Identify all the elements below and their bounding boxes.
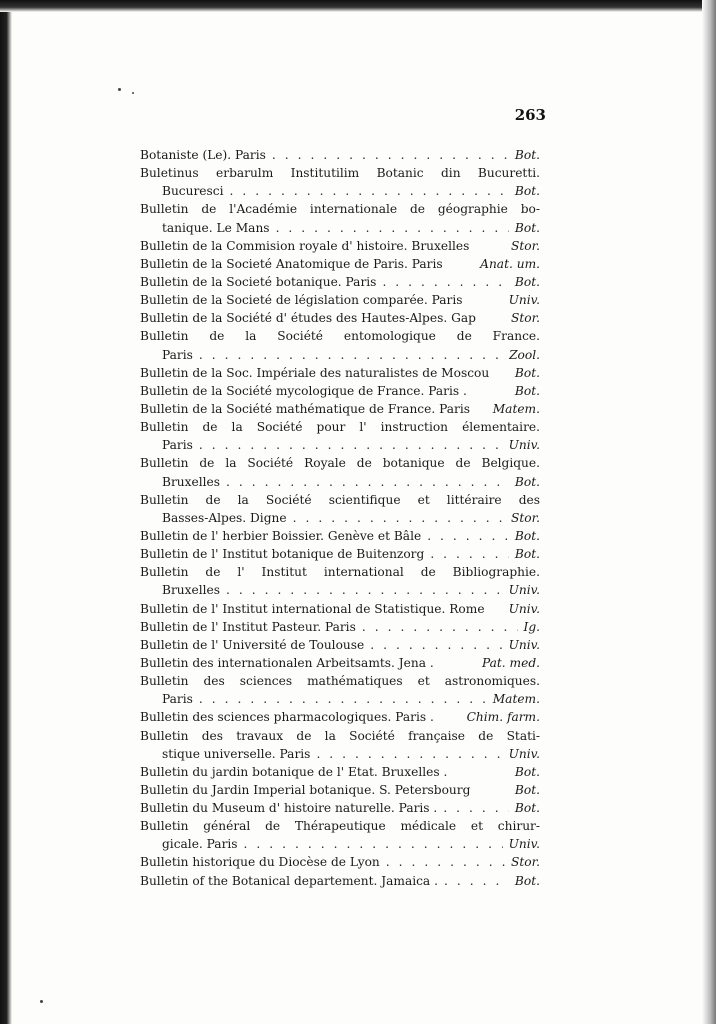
- subject-code: Bot.: [514, 365, 540, 380]
- entry-title: Bulletin de la Société entomologique de France.: [140, 329, 540, 344]
- scan-edge-top: [0, 0, 716, 12]
- entry-title: Paris: [162, 692, 193, 707]
- entry-continuation-line: [140, 182, 540, 200]
- entry-title: Bulletin de la Societé de législation comparée. Paris: [140, 293, 463, 308]
- dot-leader: [421, 527, 509, 545]
- entry-continuation-line: [140, 219, 540, 237]
- subject-code: Bot.: [514, 148, 540, 162]
- entry-title: Bulletin de la Societé botanique. Paris: [140, 274, 377, 289]
- entry-continuation-line: [140, 509, 540, 527]
- entry-title: Bulletin des sciences pharmacologiques. Paris .: [140, 710, 434, 725]
- entry-title: Botaniste (Le). Paris: [140, 148, 266, 162]
- bibliography-entry: [140, 799, 540, 817]
- dot-leader: [437, 799, 509, 817]
- entry-title: gicale. Paris: [162, 837, 238, 852]
- scan-speck: [40, 1000, 43, 1003]
- subject-code: Chim. farm.: [466, 710, 540, 725]
- subject-code: Univ.: [508, 583, 540, 598]
- bibliography-entry: [140, 491, 540, 527]
- dot-leader: [424, 545, 509, 563]
- scan-speck: [118, 88, 121, 91]
- bibliography-list: [140, 146, 540, 890]
- entry-title: Bulletin de la Commision royale d' histoire. Bruxelles: [140, 238, 470, 253]
- entry-line: [140, 382, 540, 400]
- bibliography-entry: [140, 708, 540, 726]
- entry-line: [140, 327, 540, 345]
- subject-code: Anat. um.: [480, 256, 540, 271]
- entry-title: Bulletin des sciences mathématiques et astronomiques.: [140, 674, 540, 689]
- entry-title: Bulletin des internationalen Arbeitsamts. Jena .: [140, 655, 434, 670]
- bibliography-entry: [140, 781, 540, 799]
- entry-line: [140, 672, 540, 690]
- bibliography-entry: [140, 636, 540, 654]
- bibliography-entry: [140, 400, 540, 418]
- scan-edge-left: [0, 0, 12, 1024]
- bibliography-entry: [140, 727, 540, 763]
- entry-continuation-line: [140, 745, 540, 763]
- dot-leader: [356, 618, 518, 636]
- entry-line: [140, 853, 540, 871]
- subject-code: Bot.: [514, 764, 540, 779]
- subject-code: Matem.: [492, 401, 540, 416]
- subject-code: Zool.: [509, 347, 540, 362]
- subject-code: Bot.: [514, 547, 540, 562]
- entry-continuation-line: [140, 436, 540, 454]
- entry-title: Bulletin de l' Institut Pasteur. Paris: [140, 619, 356, 634]
- bibliography-entry: [140, 255, 540, 273]
- bibliography-entry: [140, 146, 540, 164]
- bibliography-entry: [140, 164, 540, 200]
- entry-title: Bucuresci: [162, 184, 224, 199]
- entry-line: [140, 600, 540, 618]
- entry-title: Bulletin des travaux de la Société française de Stati-: [140, 728, 540, 743]
- entry-title: Bulletin de l' Institut international de Statistique. Rome: [140, 601, 485, 616]
- bibliography-entry: [140, 600, 540, 618]
- dot-leader: [224, 182, 509, 200]
- bibliography-entry: [140, 853, 540, 871]
- dot-leader: [193, 436, 503, 454]
- dot-leader: [193, 690, 487, 708]
- entry-title: Bulletin de la Société d' études des Hautes-Alpes. Gap: [140, 311, 476, 326]
- subject-code: Bot.: [514, 274, 540, 289]
- bibliography-entry: [140, 237, 540, 255]
- subject-code: Bot.: [514, 383, 540, 398]
- entry-line: [140, 146, 540, 164]
- bibliography-entry: [140, 273, 540, 291]
- entry-title: Bulletin de la Société mathématique de France. Paris: [140, 401, 470, 416]
- subject-code: Univ.: [508, 837, 540, 852]
- entry-title: Bulletin de la Société scientifique et littéraire des: [140, 492, 540, 507]
- dot-leader: [310, 745, 502, 763]
- bibliography-entry: [140, 418, 540, 454]
- entry-title: Basses-Alpes. Digne: [162, 510, 287, 525]
- bibliography-entry: [140, 817, 540, 853]
- entry-title: tanique. Le Mans: [162, 220, 270, 235]
- entry-title: Bulletin de la Société pour l' instruction élementaire.: [140, 420, 540, 435]
- entry-title: Bulletin du jardin botanique de l' Etat. Bruxelles .: [140, 764, 448, 779]
- entry-title: Bulletin de l' herbier Boissier. Genève et Bâle: [140, 528, 422, 543]
- subject-code: Univ.: [508, 746, 540, 761]
- entry-line: [140, 255, 540, 273]
- entry-line: [140, 273, 540, 291]
- entry-title: Bulletin du Jardin Imperial botanique. S. Petersbourg: [140, 782, 471, 797]
- entry-line: [140, 200, 540, 218]
- entry-title: Bruxelles: [162, 583, 220, 598]
- bibliography-entry: [140, 618, 540, 636]
- entry-line: [140, 291, 540, 309]
- subject-code: Bot.: [514, 801, 540, 816]
- entry-title: Paris: [162, 438, 193, 453]
- subject-code: Pat. med.: [481, 655, 540, 670]
- dot-leader: [380, 853, 505, 871]
- dot-leader: [287, 509, 505, 527]
- subject-code: Univ.: [508, 438, 540, 453]
- subject-code: Stor.: [511, 311, 540, 326]
- dot-leader: [364, 636, 502, 654]
- entry-line: [140, 527, 540, 545]
- scan-speck: [132, 92, 134, 94]
- entry-line: [140, 418, 540, 436]
- bibliography-entry: [140, 327, 540, 363]
- entry-line: [140, 563, 540, 581]
- entry-line: [140, 400, 540, 418]
- entry-title: Bulletin de l' Université de Toulouse: [140, 637, 365, 652]
- bibliography-entry: [140, 872, 540, 890]
- subject-code: Bot.: [514, 528, 540, 543]
- entry-title: Bruxelles: [162, 474, 220, 489]
- entry-title: Bulletin de la Societé Anatomique de Paris. Paris: [140, 256, 443, 271]
- entry-line: [140, 727, 540, 745]
- subject-code: Bot.: [514, 782, 540, 797]
- bibliography-entry: [140, 364, 540, 382]
- subject-code: Univ.: [508, 637, 540, 652]
- entry-title: Bulletin of the Botanical departement. Jamaica .: [140, 873, 438, 888]
- dot-leader: [270, 219, 509, 237]
- entry-title: Bulletin de l' Institut international de Bibliographie.: [140, 565, 540, 580]
- scan-edge-right: [702, 0, 716, 1024]
- entry-line: [140, 618, 540, 636]
- entry-line: [140, 817, 540, 835]
- entry-line: [140, 708, 540, 726]
- bibliography-entry: [140, 454, 540, 490]
- subject-code: Stor.: [511, 510, 540, 525]
- entry-line: [140, 763, 540, 781]
- subject-code: Bot.: [514, 184, 540, 199]
- subject-code: Bot.: [514, 220, 540, 235]
- subject-code: Univ.: [508, 601, 540, 616]
- entry-line: [140, 636, 540, 654]
- dot-leader: [438, 872, 509, 890]
- subject-code: Bot.: [514, 474, 540, 489]
- entry-line: [140, 454, 540, 472]
- dot-leader: [376, 273, 508, 291]
- entry-line: [140, 799, 540, 817]
- entry-title: Bulletin historique du Diocèse de Lyon: [140, 855, 380, 870]
- entry-title: Bulletin de la Société Royale de botanique de Belgique.: [140, 456, 540, 471]
- bibliography-entry: [140, 309, 540, 327]
- entry-line: [140, 364, 540, 382]
- entry-title: Bulletin de l' Institut botanique de Buitenzorg: [140, 547, 425, 562]
- subject-code: Bot.: [514, 873, 540, 888]
- bibliography-entry: [140, 527, 540, 545]
- entry-title: stique universelle. Paris: [162, 746, 311, 761]
- entry-line: [140, 545, 540, 563]
- entry-line: [140, 491, 540, 509]
- entry-line: [140, 872, 540, 890]
- bibliography-entry: [140, 654, 540, 672]
- entry-line: [140, 781, 540, 799]
- entry-title: Bulletin général de Thérapeutique médicale et chirur-: [140, 819, 540, 834]
- entry-continuation-line: [140, 346, 540, 364]
- entry-continuation-line: [140, 581, 540, 599]
- bibliography-entry: [140, 672, 540, 708]
- bibliography-entry: [140, 200, 540, 236]
- entry-continuation-line: [140, 690, 540, 708]
- entry-line: [140, 164, 540, 182]
- entry-line: [140, 654, 540, 672]
- subject-code: Matem.: [492, 692, 540, 707]
- entry-continuation-line: [140, 473, 540, 491]
- dot-leader: [193, 346, 503, 364]
- subject-code: Ig.: [523, 619, 540, 634]
- entry-line: [140, 237, 540, 255]
- entry-title: Bulletin de l'Académie internationale de géographie bo-: [140, 202, 540, 217]
- entry-line: [140, 309, 540, 327]
- bibliography-entry: [140, 382, 540, 400]
- dot-leader: [220, 581, 503, 599]
- bibliography-entry: [140, 291, 540, 309]
- dot-leader: [266, 146, 509, 164]
- bibliography-entry: [140, 545, 540, 563]
- dot-leader: [220, 473, 509, 491]
- bibliography-entry: [140, 763, 540, 781]
- page-number: 263: [514, 106, 546, 124]
- bibliography-entry: [140, 563, 540, 599]
- subject-code: Univ.: [508, 293, 540, 308]
- subject-code: Stor.: [511, 855, 540, 870]
- entry-title: Paris: [162, 347, 193, 362]
- entry-title: Bulletin du Museum d' histoire naturelle. Paris .: [140, 801, 438, 816]
- subject-code: Stor.: [511, 238, 540, 253]
- entry-title: Buletinus erbarulm Institutilim Botanic din Bucuretti.: [140, 166, 540, 181]
- entry-title: Bulletin de la Soc. Impériale des naturalistes de Moscou: [140, 365, 490, 380]
- entry-continuation-line: [140, 835, 540, 853]
- dot-leader: [238, 835, 503, 853]
- entry-title: Bulletin de la Société mycologique de France. Paris .: [140, 383, 467, 398]
